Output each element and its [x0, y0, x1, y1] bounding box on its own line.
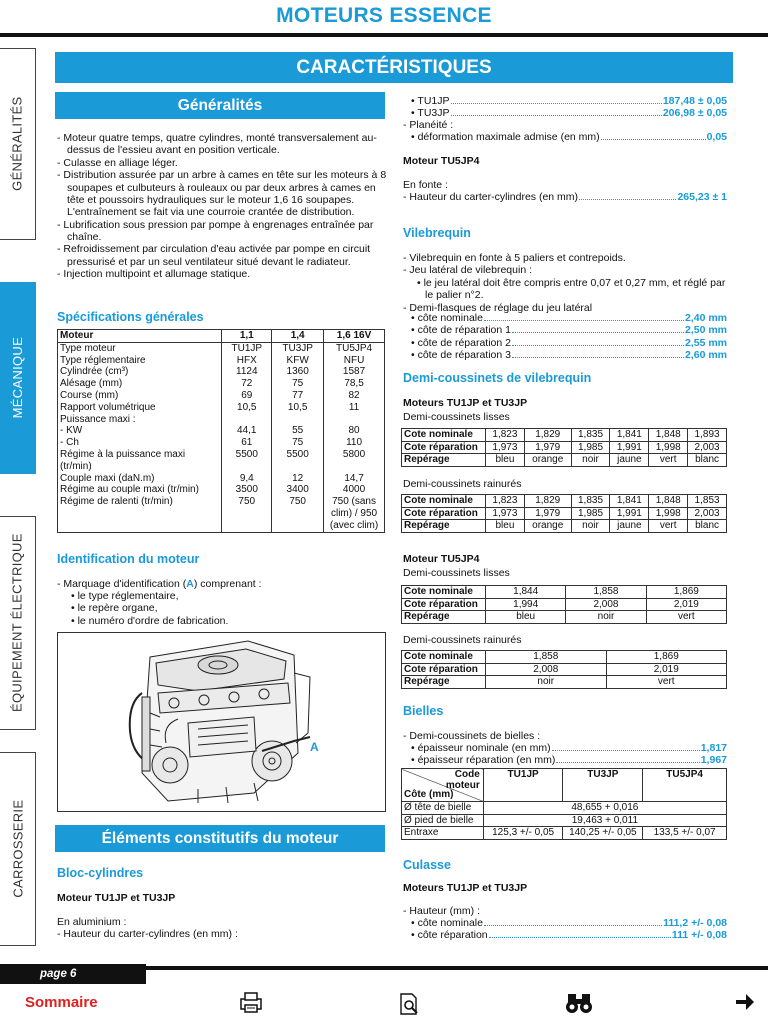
list-item: • le numéro d'ordre de fabrication. [71, 614, 229, 627]
row-label: Rapport volumétrique [58, 402, 222, 414]
table-cell: jaune [610, 454, 649, 467]
table-cell: 1124 [222, 366, 272, 378]
header-rule [0, 33, 768, 37]
coussinets-tu5-table-rainures [401, 650, 727, 689]
table-cell: 1,998 [649, 441, 688, 454]
table-cell: blanc [688, 454, 727, 467]
coussinets-lisses-label: Demi-coussinets lisses [403, 411, 510, 423]
table-row [58, 342, 385, 354]
row-label: Cote nominale [402, 495, 486, 508]
coussinets-table-rainures [401, 494, 727, 533]
coussinets-lisses2-label: Demi-coussinets lisses [403, 567, 510, 579]
table-cell: noir [571, 454, 610, 467]
table-cell: orange [524, 520, 571, 533]
table-row [402, 454, 727, 467]
table-cell [222, 414, 272, 426]
table-cell: 14,7 [324, 473, 385, 485]
specs-title: Spécifications générales [57, 310, 204, 324]
coussinets-rainures-label: Demi-coussinets rainurés [403, 478, 522, 490]
table-cell: 1,858 [566, 586, 646, 599]
table-cell: 2,003 [688, 507, 727, 520]
print-icon[interactable] [238, 990, 264, 1021]
table-cell: 82 [324, 390, 385, 402]
culasse-sub: Moteurs TU1JP et TU3JP [403, 882, 528, 894]
bielles-l1: - Demi-coussinets de bielles : [403, 730, 541, 742]
table-cell: 1,841 [610, 429, 649, 442]
table-cell: 2,019 [606, 663, 727, 676]
table-cell: bleu [486, 454, 525, 467]
table-cell: 9,4 [222, 473, 272, 485]
table-cell: 55 [272, 425, 324, 437]
table-cell: 77 [272, 390, 324, 402]
table-row [58, 437, 385, 449]
table-cell: 1,853 [688, 495, 727, 508]
table-cell: 2,003 [688, 441, 727, 454]
table-cell: 1,991 [610, 441, 649, 454]
table-cell: noir [486, 676, 607, 689]
row-label: Régime à la puissance maxi (tr/min) [58, 449, 222, 473]
table-cell: 5800 [324, 449, 385, 473]
table-cell: 1,979 [524, 507, 571, 520]
bloc-tu5-title: Moteur TU5JP4 [403, 155, 480, 167]
bloc-tu3jp-row: • TU3JP 206,98 ± 0,05 [411, 107, 727, 119]
table-cell: vert [649, 520, 688, 533]
bloc-h5-row: - Hauteur du carter-cylindres (en mm) 265,23 ± 1 [403, 191, 727, 203]
table-cell: 75 [272, 378, 324, 390]
table-cell: 750 [222, 496, 272, 532]
page-header-title: MOTEURS ESSENCE [276, 4, 492, 27]
row-label: Cylindrée (cm³) [58, 366, 222, 378]
figure-label-a: A [310, 740, 319, 754]
table-cell: HFX [222, 355, 272, 367]
table-cell: 3400 [272, 484, 324, 496]
cote-row: • côte de réparation 1 2,50 mm [411, 324, 727, 337]
row-label: Cote nominale [402, 586, 486, 599]
row-label: Régime de ralenti (tr/min) [58, 496, 222, 532]
table-cell: bleu [486, 520, 525, 533]
row-label: - KW [58, 425, 222, 437]
row-label: Course (mm) [58, 390, 222, 402]
table-row [58, 378, 385, 390]
coussinets-tu5-title: Moteur TU5JP4 [403, 553, 480, 565]
table-cell: 1,4 [272, 330, 324, 343]
table-cell: 44,1 [222, 425, 272, 437]
table-cell: 10,5 [222, 402, 272, 414]
table-row [58, 402, 385, 414]
bloc-alu: En aluminium : [57, 916, 127, 928]
list-item: - Distribution assurée par un arbre à cames en tête sur les moteurs à 8 soupapes et culbuteurs à rouleaux ou par deux arbres à cames en tête et poussoirs hydrauliques sur le moteur 1,6 16 soupapes. L'entraînement se fait via une courroie crantée de distribution. [57, 169, 387, 219]
table-cell: noir [571, 520, 610, 533]
table-cell: 1,858 [486, 651, 607, 664]
table-row [402, 441, 727, 454]
coussinets-tu5-table-lisses [401, 585, 727, 624]
bielles-col-header: TU1JP [483, 769, 563, 802]
table-row: Ø pied de bielle 19,463 + 0,011 [402, 814, 727, 827]
cote-row: • côte nominale 2,40 mm [411, 312, 727, 324]
table-cell: 750 [272, 496, 324, 532]
row-label: Puissance maxi : [58, 414, 222, 426]
table-cell: 12 [272, 473, 324, 485]
table-cell: 750 (sans clim) / 950 (avec clim) [324, 496, 385, 532]
table-cell: 3500 [222, 484, 272, 496]
cote-row: • côte de réparation 3 2,60 mm [411, 349, 727, 362]
row-label: - Ch [58, 437, 222, 449]
table-cell: 1360 [272, 366, 324, 378]
page-number: page 6 [0, 964, 146, 984]
table-cell: TU3JP [272, 342, 324, 354]
table-cell: 1,848 [649, 495, 688, 508]
table-cell: vert [649, 454, 688, 467]
table-cell: 2,008 [566, 598, 646, 611]
table-cell: 1,829 [524, 429, 571, 442]
table-row [402, 651, 727, 664]
row-label: Cote réparation [402, 441, 486, 454]
next-arrow-icon[interactable] [734, 992, 756, 1019]
table-cell: 1,835 [571, 429, 610, 442]
table-cell: 2,019 [646, 598, 726, 611]
table-cell: 75 [272, 437, 324, 449]
table-cell: KFW [272, 355, 324, 367]
generalites-banner: Généralités [55, 92, 385, 119]
table-cell: 1,835 [571, 495, 610, 508]
bloc-tu1jp-row: • TU1JP 187,48 ± 0,05 [411, 95, 727, 107]
table-cell: 1587 [324, 366, 385, 378]
table-cell: blanc [688, 520, 727, 533]
table-cell: vert [606, 676, 727, 689]
table-row [402, 598, 727, 611]
vilebrequin-list [403, 252, 729, 314]
table-row [58, 473, 385, 485]
table-cell: 1,848 [649, 429, 688, 442]
row-label: Cote réparation [402, 663, 486, 676]
culasse-hauteur: - Hauteur (mm) : [403, 905, 481, 917]
table-cell: 1,869 [606, 651, 727, 664]
table-cell: NFU [324, 355, 385, 367]
table-row [402, 611, 727, 624]
bloc-hauteur: - Hauteur du carter-cylindres (en mm) : [57, 928, 238, 940]
list-item: • le repère organe, [71, 602, 158, 615]
tab-mecanique[interactable]: MÉCANIQUE [0, 282, 36, 474]
bielles-col-header: TU5JP4 [643, 769, 727, 802]
list-item: - Lubrification sous pression par pompe à engrenages entraînée par chaîne. [57, 218, 374, 243]
table-row: Ø tête de bielle 48,655 + 0,016 [402, 802, 727, 815]
table-cell: 1,893 [688, 429, 727, 442]
coussinets-table-lisses [401, 428, 727, 467]
table-cell: noir [566, 611, 646, 624]
culasse-c2-row: • côte réparation 111 +/- 0,08 [411, 929, 727, 941]
table-cell: 1,991 [610, 507, 649, 520]
engine-drawing [58, 633, 385, 811]
bielles-corner-cell: Code moteur Côte (mm) [402, 769, 484, 802]
table-cell: 5500 [272, 449, 324, 473]
bielles-title: Bielles [403, 704, 444, 718]
table-row [402, 520, 727, 533]
list-item: - Jeu latéral de vilebrequin : [403, 264, 532, 277]
section-title-caracteristiques: CARACTÉRISTIQUES [55, 52, 733, 83]
bielles-ep2-row: • épaisseur réparation (en mm) 1,967 [411, 754, 727, 766]
bloc-tu1-title: Moteur TU1JP et TU3JP [57, 892, 176, 904]
table-cell: TU1JP [222, 342, 272, 354]
list-item: - Refroidissement par circulation d'eau activée par pompe en circuit pressurisé et par un seul ventilateur situé devant le radiateur. [57, 243, 371, 268]
table-cell: 1,841 [610, 495, 649, 508]
table-row [58, 425, 385, 437]
table-cell: 1,973 [486, 507, 525, 520]
table-cell [324, 414, 385, 426]
row-label: Repérage [402, 520, 486, 533]
table-cell: 1,985 [571, 441, 610, 454]
table-row [58, 355, 385, 367]
table-cell: 5500 [222, 449, 272, 473]
list-item: - Injection multipoint et allumage statique. [57, 268, 251, 281]
table-row [58, 390, 385, 402]
vilebrequin-cotes [403, 312, 727, 362]
bloc-cylindres-title: Bloc-cylindres [57, 866, 144, 880]
table-cell: 11 [324, 402, 385, 414]
elements-banner: Éléments constitutifs du moteur [55, 825, 385, 852]
table-cell: 1,998 [649, 507, 688, 520]
row-label: Moteur [58, 330, 222, 343]
table-cell: 1,973 [486, 441, 525, 454]
table-cell: 4000 [324, 484, 385, 496]
row-label: Cote réparation [402, 507, 486, 520]
table-header-row [58, 330, 385, 343]
table-cell: vert [646, 611, 726, 624]
table-cell: 1,979 [524, 441, 571, 454]
list-item: - Demi-flasques de réglage du jeu latéral [403, 301, 593, 314]
bloc-fonte: En fonte : [403, 179, 448, 191]
table-row [402, 586, 727, 599]
bielles-ep1-row: • épaisseur nominale (en mm) 1,817 [411, 742, 727, 754]
table-cell: 78,5 [324, 378, 385, 390]
table-cell: 1,823 [486, 429, 525, 442]
coussinets-tu1-title: Moteurs TU1JP et TU3JP [403, 397, 528, 409]
table-cell: 10,5 [272, 402, 324, 414]
generalites-list [57, 132, 387, 281]
table-cell: 1,6 16V [324, 330, 385, 343]
table-cell: 80 [324, 425, 385, 437]
row-label: Type réglementaire [58, 355, 222, 367]
table-cell: TU5JP4 [324, 342, 385, 354]
row-label: Repérage [402, 611, 486, 624]
table-cell: orange [524, 454, 571, 467]
list-item: • le jeu latéral doit être compris entre 0,07 et 0,27 mm, et réglé par le palier n°2. [417, 276, 726, 302]
bielles-col-header: TU3JP [563, 769, 643, 802]
tab-carrosserie[interactable]: CARROSSERIE [0, 752, 36, 946]
binoculars-icon[interactable] [565, 992, 593, 1021]
table-row [402, 495, 727, 508]
table-row: Entraxe 125,3 +/- 0,05 140,25 +/- 0,05 133,5 +/- 0,07 [402, 827, 727, 840]
table-cell: 1,869 [646, 586, 726, 599]
list-item: • le type réglementaire, [71, 590, 179, 602]
vilebrequin-title: Vilebrequin [403, 226, 471, 240]
table-cell: 1,1 [222, 330, 272, 343]
bloc-planete: - Planéité : [403, 119, 454, 131]
table-cell [272, 414, 324, 426]
table-row [402, 507, 727, 520]
table-cell: 1,994 [486, 598, 566, 611]
list-item: - Moteur quatre temps, quatre cylindres, monté transversalement au-dessus de l'essieu avant en position verticale. [57, 132, 377, 157]
table-cell: 1,844 [486, 586, 566, 599]
table-cell: bleu [486, 611, 566, 624]
table-cell: 61 [222, 437, 272, 449]
page-zoom-icon[interactable] [398, 992, 422, 1023]
tab-equipement-electrique[interactable]: ÉQUIPEMENT ÉLECTRIQUE [0, 516, 36, 730]
table-cell: 72 [222, 378, 272, 390]
identification-intro: - Marquage d'identification (A) comprenant : [57, 578, 262, 590]
coussinets-rainures2-label: Demi-coussinets rainurés [403, 634, 522, 646]
culasse-c1-row: • côte nominale 111,2 +/- 0,08 [411, 917, 727, 929]
row-label: Alésage (mm) [58, 378, 222, 390]
table-cell: 1,829 [524, 495, 571, 508]
table-row [58, 496, 385, 532]
row-label: Cote réparation [402, 598, 486, 611]
row-label: Repérage [402, 676, 486, 689]
coussinets-title: Demi-coussinets de vilebrequin [403, 371, 592, 385]
bloc-deform-row: • déformation maximale admise (en mm) 0,05 [411, 131, 727, 143]
table-row [58, 449, 385, 473]
row-label: Couple maxi (daN.m) [58, 473, 222, 485]
table-cell: 1,823 [486, 495, 525, 508]
table-row [402, 676, 727, 689]
list-item: - Culasse en alliage léger. [57, 156, 178, 169]
row-label: Cote nominale [402, 429, 486, 442]
table-row [58, 484, 385, 496]
row-label: Type moteur [58, 342, 222, 354]
row-label: Repérage [402, 454, 486, 467]
table-cell: 110 [324, 437, 385, 449]
table-cell: 69 [222, 390, 272, 402]
list-item: - Vilebrequin en fonte à 5 paliers et contrepoids. [403, 252, 626, 264]
table-row [402, 429, 727, 442]
table-row [58, 414, 385, 426]
table-cell: jaune [610, 520, 649, 533]
row-label: Régime au couple maxi (tr/min) [58, 484, 222, 496]
tab-generalites[interactable]: GÉNÉRALITÉS [0, 48, 36, 240]
sommaire-link[interactable]: Sommaire [25, 994, 98, 1011]
table-cell: 2,008 [486, 663, 607, 676]
row-label: Cote nominale [402, 651, 486, 664]
identification-list [57, 590, 387, 627]
engine-figure [57, 632, 386, 812]
cote-row: • côte de réparation 2 2,55 mm [411, 336, 727, 349]
culasse-title: Culasse [403, 858, 451, 872]
table-cell: 1,985 [571, 507, 610, 520]
table-row [58, 366, 385, 378]
bielles-table [401, 768, 727, 840]
specs-table [57, 329, 385, 533]
table-row [402, 663, 727, 676]
identification-title: Identification du moteur [57, 552, 200, 566]
